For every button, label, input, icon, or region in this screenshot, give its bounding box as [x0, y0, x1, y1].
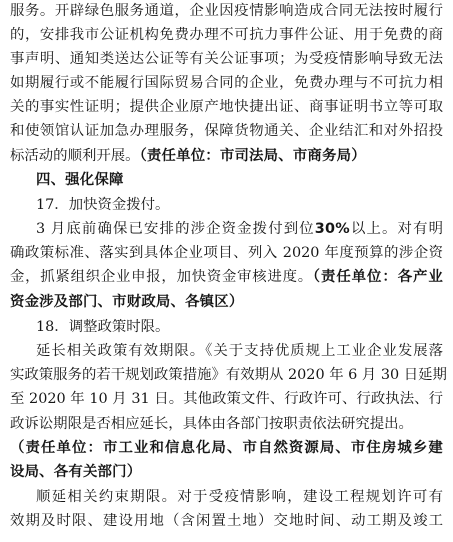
text-run: 政诉讼期限是否相应延长，具体由各部门按职责依法研究提出。 [10, 416, 413, 432]
paragraph-line [10, 413, 443, 435]
bold-text-run: （责任单位：市工业和信息化局、市自然资源局、市住房城乡建 [10, 440, 443, 456]
paragraph-line [10, 0, 443, 22]
paragraph-line [10, 291, 443, 313]
text-run: 服务。开辟绿色服务通道，企业因疫情影响造成合同无法按时履行 [10, 3, 443, 19]
paragraph-line [10, 72, 443, 94]
paragraph-line [10, 48, 443, 70]
text-run: 如期履行或不能履行国际贸易合同的企业，免费办理与不可抗力相 [10, 75, 443, 91]
paragraph-line [10, 24, 443, 46]
text-run: 18．调整政策时限。 [36, 319, 170, 335]
text-run: 关的事实性证明；提供企业原产地快捷出证、商事证明书立等可取 [10, 99, 443, 115]
text-run: 以上。对有明 [349, 221, 443, 237]
text-run: 实政策服务的若干规划政策措施》有效期从 2020 年 6 月 30 日延期 [10, 367, 447, 383]
text-run: 至 2020 年 10 月 31 日。其他政策文件、行政许可、行政执法、行 [10, 391, 443, 407]
text-run: 事声明、通知类送达公证等有关公证事项；为受疫情影响导致无法 [10, 51, 443, 67]
paragraph-line [36, 218, 443, 240]
bold-text-run: 30% [314, 221, 350, 237]
text-run: 效期及时限、建设用地（含闲置土地）交地时间、动工期及竣工 [10, 513, 443, 529]
item-heading [36, 194, 443, 216]
paragraph-line [10, 242, 443, 264]
text-run: 确政策标准、落实到具体企业项目、列入 2020 年度预算的涉企资 [10, 245, 443, 261]
bold-text-run: 设局、各有关部门） [10, 464, 142, 480]
bold-text-run: （责任单位：市司法局、市商务局） [139, 148, 366, 164]
bold-text-run: （责任单位：各产业 [312, 269, 443, 285]
text-run: 延长相关政策有效期限。《关于支持优质规上工业企业发展落 [36, 343, 443, 359]
paragraph-line [10, 145, 443, 167]
item-heading [36, 316, 443, 338]
paragraph-line [10, 388, 443, 410]
text-run: 17．加快资金拨付。 [36, 197, 170, 213]
paragraph-line [36, 340, 443, 362]
text-run: 的，安排我市公证机构免费办理不可抗力事件公证、用于免费的商 [10, 27, 443, 43]
bold-text-run: 四、强化保障 [36, 172, 124, 188]
text-run: 顺延相关约束期限。对于受疫情影响，建设工程规划许可有 [36, 489, 443, 505]
text-run: 和使领馆认证加急办理服务，保障货物通关、企业结汇和对外招投 [10, 123, 443, 139]
paragraph-line [10, 96, 443, 118]
paragraph-line [36, 486, 443, 508]
bold-text-run: 资金涉及部门、市财政局、各镇区） [10, 294, 244, 310]
paragraph-line [10, 120, 443, 142]
section-heading [36, 169, 443, 191]
paragraph-line [10, 510, 443, 532]
paragraph-line [10, 266, 443, 288]
text-run: 标活动的顺利开展。 [10, 148, 140, 164]
paragraph-line [10, 461, 443, 483]
text-run: 金，抓紧组织企业申报，加快资金审核进度。 [10, 269, 313, 285]
paragraph-line [10, 437, 443, 459]
text-run: 3 月底前确保已安排的涉企资金拨付到位 [36, 221, 315, 237]
paragraph-line [10, 364, 447, 386]
